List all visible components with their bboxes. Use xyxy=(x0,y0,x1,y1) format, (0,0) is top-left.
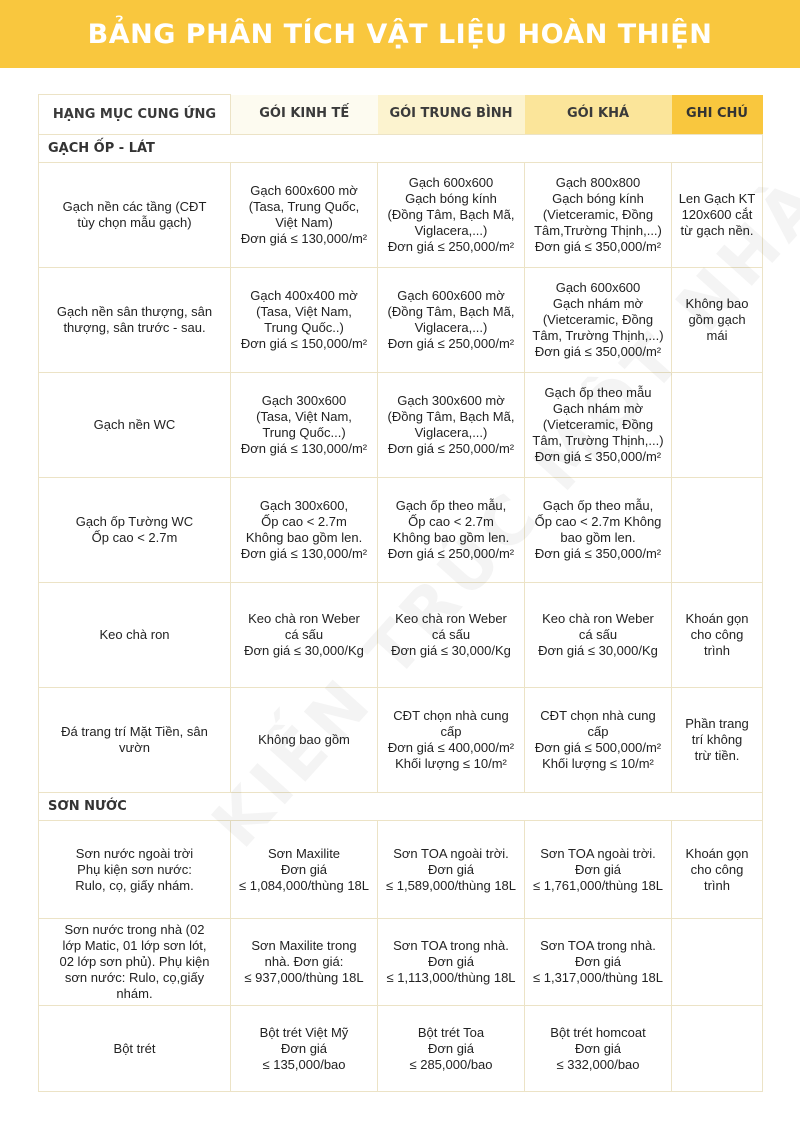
cell-line: Khối lượng ≤ 10/m² xyxy=(395,756,507,771)
ghi-chu-cell xyxy=(672,688,763,793)
cell-line: Gạch 800x800 xyxy=(555,175,641,190)
cell-line: trí không xyxy=(691,732,743,747)
item-cell xyxy=(39,583,231,688)
header-trung-binh: GÓI TRUNG BÌNH xyxy=(378,95,525,135)
cell-line: Viglacera,...) xyxy=(414,320,488,335)
cell-line: Đơn giá xyxy=(574,861,622,877)
trung-binh-cell xyxy=(378,583,525,688)
cell-line: Bột trét xyxy=(113,1040,156,1056)
cell-line: Bột trét homcoat xyxy=(550,1024,646,1040)
kha-cell xyxy=(525,1006,672,1092)
table-row xyxy=(39,268,763,373)
cell-line: ≤ 285,000/bao xyxy=(409,1056,493,1072)
item-cell xyxy=(39,919,231,1006)
cell-line: Viglacera,...) xyxy=(414,223,488,238)
cell-line: 120x600 cắt xyxy=(681,207,753,222)
cell-line: ≤ 937,000/thùng 18L xyxy=(244,970,364,985)
cell-line: Gạch nhám mờ xyxy=(552,401,644,416)
cell-line: Gạch nhám mờ xyxy=(552,296,644,311)
cell-line: Đơn giá xyxy=(427,861,475,877)
cell-line: cho công xyxy=(690,861,744,877)
cell-line: Len Gạch KT xyxy=(678,191,756,206)
item-cell xyxy=(39,821,231,919)
kinh-te-cell xyxy=(231,688,378,793)
cell-line: Sơn Maxilite trong xyxy=(251,938,357,953)
cell-line: CĐT chọn nhà cung xyxy=(540,708,656,723)
cell-line: tùy chọn mẫu gạch) xyxy=(77,215,192,230)
cell-line: Đơn giá ≤ 30,000/Kg xyxy=(244,643,364,658)
cell-line: Trung Quốc..) xyxy=(264,320,344,335)
cell-line: Gạch 600x600 xyxy=(555,280,641,295)
ghi-chu-cell xyxy=(672,583,763,688)
cell-line: vườn xyxy=(119,740,150,755)
cell-line: Đơn giá ≤ 500,000/m² xyxy=(534,740,662,755)
cell-line: Đá trang trí Mặt Tiền, sân xyxy=(61,724,208,739)
cell-line: Sơn TOA ngoài trời. xyxy=(393,845,509,861)
kha-cell xyxy=(525,268,672,373)
kinh-te-cell xyxy=(231,478,378,583)
header-kinh-te: GÓI KINH TẾ xyxy=(231,95,378,135)
cell-line: cá sấu xyxy=(578,627,618,642)
cell-line: ≤ 1,113,000/thùng 18L xyxy=(386,970,516,985)
cell-line: cá sấu xyxy=(431,627,471,642)
cell-line: Gạch 400x400 mờ xyxy=(250,288,358,303)
cell-line: Keo chà ron Weber xyxy=(248,611,360,626)
kha-cell xyxy=(525,583,672,688)
cell-line: Đơn giá ≤ 250,000/m² xyxy=(387,336,515,351)
cell-line: Sơn TOA trong nhà. xyxy=(393,938,509,953)
cell-line: sơn nước: Rulo, cọ,giấy xyxy=(64,970,205,985)
table-header-row xyxy=(39,95,763,135)
cell-line: Đơn giá ≤ 350,000/m² xyxy=(534,546,662,561)
ghi-chu-cell xyxy=(672,478,763,583)
cell-line: Keo chà ron xyxy=(99,627,170,642)
cell-line: Không bao gồm len. xyxy=(392,530,510,545)
header-kha: GÓI KHÁ xyxy=(525,95,672,135)
kinh-te-cell xyxy=(231,821,378,919)
cell-line: Khoán gọn xyxy=(685,845,749,861)
cell-line: Keo chà ron Weber xyxy=(395,611,507,626)
cell-line: Không bao gồm xyxy=(258,732,350,747)
cell-line: Đơn giá ≤ 130,000/m² xyxy=(240,231,368,246)
cell-line: Đơn giá xyxy=(427,954,475,969)
cell-line: Đơn giá ≤ 30,000/Kg xyxy=(538,643,658,658)
materials-table xyxy=(38,94,763,1092)
cell-line: cấp xyxy=(440,724,462,739)
kinh-te-cell xyxy=(231,1006,378,1092)
cell-line: 02 lớp sơn phủ). Phụ kiện xyxy=(59,954,210,969)
cell-line: Đơn giá ≤ 350,000/m² xyxy=(534,344,662,359)
cell-line: (Đồng Tâm, Bạch Mã, xyxy=(387,409,515,424)
cell-line: trình xyxy=(703,877,730,893)
cell-line: lớp Matic, 01 lớp sơn lót, xyxy=(62,938,207,953)
cell-line: Khối lượng ≤ 10/m² xyxy=(542,756,654,771)
kinh-te-cell xyxy=(231,268,378,373)
cell-line: thượng, sân trước - sau. xyxy=(63,320,206,335)
cell-line: Gạch 600x600 xyxy=(408,175,494,190)
table-row xyxy=(39,1006,763,1092)
trung-binh-cell xyxy=(378,1006,525,1092)
trung-binh-cell xyxy=(378,478,525,583)
cell-line: Sơn nước ngoài trời xyxy=(75,845,194,861)
kinh-te-cell xyxy=(231,163,378,268)
trung-binh-cell xyxy=(378,163,525,268)
cell-line: Đơn giá ≤ 30,000/Kg xyxy=(391,643,511,658)
cell-line: (Đồng Tâm, Bạch Mã, xyxy=(387,304,515,319)
trung-binh-cell xyxy=(378,688,525,793)
cell-line: Gạch 300x600, xyxy=(259,498,349,513)
table-row xyxy=(39,821,763,919)
cell-line: Ốp cao < 2.7m Không xyxy=(534,514,662,529)
section-title: GẠCH ỐP - LÁT xyxy=(39,135,763,163)
cell-line: Đơn giá xyxy=(427,1040,475,1056)
cell-line: cá sấu xyxy=(284,627,324,642)
cell-line: Gạch 300x600 xyxy=(261,393,347,408)
cell-line: Việt Nam) xyxy=(275,215,333,230)
cell-line: ≤ 1,761,000/thùng 18L xyxy=(532,877,664,893)
cell-line: ≤ 332,000/bao xyxy=(556,1056,640,1072)
cell-line: Gạch ốp theo mẫu, xyxy=(542,498,654,513)
cell-line: Đơn giá ≤ 250,000/m² xyxy=(387,546,515,561)
ghi-chu-cell xyxy=(672,821,763,919)
kha-cell xyxy=(525,478,672,583)
cell-line: (Tasa, Việt Nam, xyxy=(256,409,352,424)
table-row xyxy=(39,919,763,1006)
cell-line: Đơn giá ≤ 350,000/m² xyxy=(534,449,662,464)
cell-line: Phần trang xyxy=(685,716,749,731)
section-row xyxy=(39,135,763,163)
item-cell xyxy=(39,268,231,373)
section-row xyxy=(39,793,763,821)
cell-line: ≤ 1,317,000/thùng 18L xyxy=(532,970,664,985)
kha-cell xyxy=(525,373,672,478)
kha-cell xyxy=(525,163,672,268)
cell-line: Sơn TOA ngoài trời. xyxy=(540,845,656,861)
cell-line: Viglacera,...) xyxy=(414,425,488,440)
cell-line: Đơn giá ≤ 350,000/m² xyxy=(534,239,662,254)
ghi-chu-cell xyxy=(672,1006,763,1092)
cell-line: Gạch 600x600 mờ xyxy=(397,288,505,303)
kha-cell xyxy=(525,688,672,793)
cell-line: Ốp cao < 2.7m xyxy=(91,530,178,545)
ghi-chu-cell xyxy=(672,373,763,478)
header-ghi-chu: GHI CHÚ xyxy=(672,95,763,135)
trung-binh-cell xyxy=(378,268,525,373)
cell-line: cấp xyxy=(587,724,609,739)
cell-line: Đơn giá ≤ 130,000/m² xyxy=(240,546,368,561)
cell-line: ≤ 1,589,000/thùng 18L xyxy=(385,877,517,893)
cell-line: (Vietceramic, Đồng xyxy=(542,417,654,432)
cell-line: nhám. xyxy=(116,986,153,1001)
cell-line: cho công xyxy=(690,627,744,642)
cell-line: Đơn giá ≤ 250,000/m² xyxy=(387,441,515,456)
cell-line: trừ tiền. xyxy=(694,748,740,763)
kha-cell xyxy=(525,821,672,919)
cell-line: mái xyxy=(706,328,728,343)
cell-line: Khoán gọn xyxy=(685,611,749,626)
cell-line: (Đồng Tâm, Bạch Mã, xyxy=(387,207,515,222)
cell-line: CĐT chọn nhà cung xyxy=(393,708,509,723)
cell-line: Gạch ốp Tường WC xyxy=(75,514,194,529)
cell-line: Sơn nước trong nhà (02 xyxy=(64,922,205,937)
cell-line: nhà. Đơn giá: xyxy=(264,954,344,969)
trung-binh-cell xyxy=(378,821,525,919)
ghi-chu-cell xyxy=(672,163,763,268)
cell-line: Tâm, Trường Thịnh,...) xyxy=(532,433,664,448)
cell-line: Gạch nền sân thượng, sân xyxy=(56,304,213,319)
cell-line: gồm gạch xyxy=(688,312,746,327)
cell-line: Đơn giá xyxy=(574,954,622,969)
cell-line: Gạch bóng kính xyxy=(552,191,644,206)
cell-line: Ốp cao < 2.7m xyxy=(261,514,347,529)
cell-line: bao gồm len. xyxy=(560,530,636,545)
item-cell xyxy=(39,373,231,478)
table-row xyxy=(39,478,763,583)
cell-line: Rulo, cọ, giấy nhám. xyxy=(75,877,194,893)
cell-line: (Vietceramic, Đồng xyxy=(542,207,654,222)
trung-binh-cell xyxy=(378,919,525,1006)
cell-line: Gạch ốp theo mẫu, xyxy=(395,498,507,513)
cell-line: Gạch ốp theo mẫu xyxy=(544,385,652,400)
kinh-te-cell xyxy=(231,373,378,478)
cell-line: Không bao xyxy=(685,296,749,311)
table-row xyxy=(39,163,763,268)
cell-line: Phụ kiện sơn nước: xyxy=(77,861,192,877)
item-cell xyxy=(39,478,231,583)
cell-line: Gạch nền các tầng (CĐT xyxy=(62,199,207,214)
table-row xyxy=(39,373,763,478)
ghi-chu-cell xyxy=(672,268,763,373)
cell-line: Đơn giá xyxy=(280,1040,328,1056)
cell-line: (Tasa, Trung Quốc, xyxy=(248,199,360,214)
cell-line: Gạch 300x600 mờ xyxy=(397,393,505,408)
cell-line: Tâm, Trường Thịnh,...) xyxy=(532,328,664,343)
cell-line: Đơn giá ≤ 400,000/m² xyxy=(387,740,515,755)
cell-line: Bột trét Việt Mỹ xyxy=(259,1024,349,1040)
cell-line: Keo chà ron Weber xyxy=(542,611,654,626)
header-item: HẠNG MỤC CUNG ỨNG xyxy=(39,95,231,135)
cell-line: Tâm,Trường Thịnh,...) xyxy=(534,223,662,238)
cell-line: Đơn giá xyxy=(574,1040,622,1056)
cell-line: Không bao gồm len. xyxy=(245,530,363,545)
item-cell xyxy=(39,688,231,793)
item-cell xyxy=(39,1006,231,1092)
cell-line: ≤ 1,084,000/thùng 18L xyxy=(238,877,370,893)
section-title: SƠN NƯỚC xyxy=(39,793,763,821)
page-title: BẢNG PHÂN TÍCH VẬT LIỆU HOÀN THIỆN xyxy=(87,18,713,50)
cell-line: Sơn Maxilite xyxy=(267,845,341,861)
cell-line: Đơn giá xyxy=(280,861,328,877)
title-banner xyxy=(0,0,800,68)
cell-line: (Vietceramic, Đồng xyxy=(542,312,654,327)
cell-line: Gạch nền WC xyxy=(93,417,176,432)
cell-line: Bột trét Toa xyxy=(417,1024,485,1040)
ghi-chu-cell xyxy=(672,919,763,1006)
table-row xyxy=(39,583,763,688)
cell-line: Đơn giá ≤ 130,000/m² xyxy=(240,441,368,456)
cell-line: Gạch 600x600 mờ xyxy=(250,183,358,198)
kha-cell xyxy=(525,919,672,1006)
item-cell xyxy=(39,163,231,268)
cell-line: từ gạch nền. xyxy=(680,223,754,238)
cell-line: (Tasa, Việt Nam, xyxy=(256,304,352,319)
cell-line: Đơn giá ≤ 150,000/m² xyxy=(240,336,368,351)
cell-line: Gạch bóng kính xyxy=(405,191,497,206)
kinh-te-cell xyxy=(231,919,378,1006)
cell-line: Đơn giá ≤ 250,000/m² xyxy=(387,239,515,254)
trung-binh-cell xyxy=(378,373,525,478)
table-row xyxy=(39,688,763,793)
cell-line: ≤ 135,000/bao xyxy=(262,1056,346,1072)
cell-line: Sơn TOA trong nhà. xyxy=(540,938,656,953)
cell-line: trình xyxy=(703,643,730,658)
cell-line: Trung Quốc...) xyxy=(262,425,346,440)
cell-line: Ốp cao < 2.7m xyxy=(408,514,494,529)
kinh-te-cell xyxy=(231,583,378,688)
